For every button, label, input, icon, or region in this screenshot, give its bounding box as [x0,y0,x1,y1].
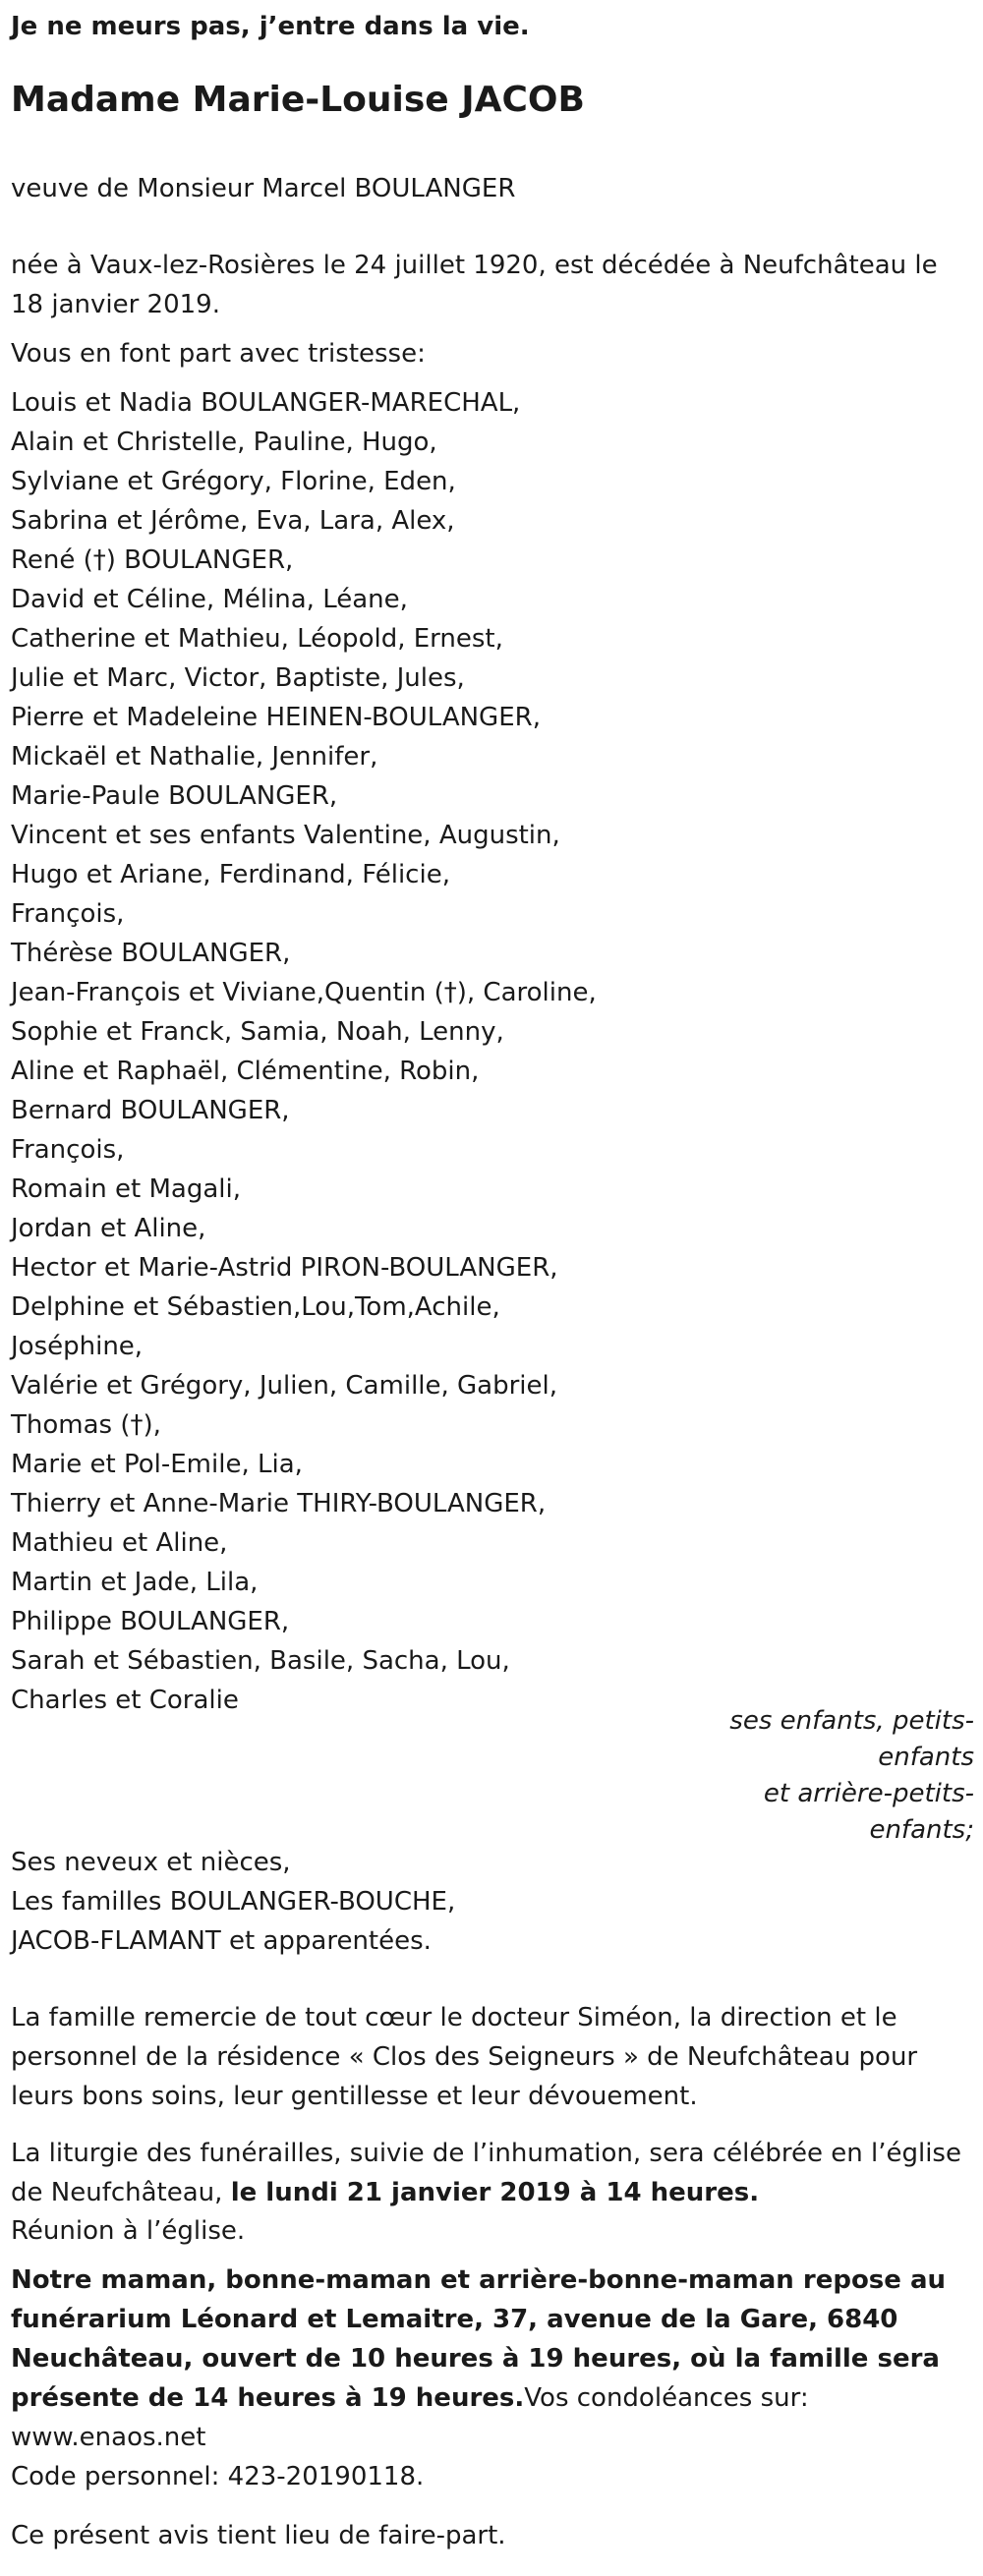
funeral-home-paragraph [11,2261,969,2457]
family-member-line: Catherine et Mathieu, Léopold, Ernest, [11,624,503,654]
family-member-line: Alain et Christelle, Pauline, Hugo, [11,428,437,457]
widow-line: veuve de Monsieur Marcel BOULANGER [11,174,516,203]
roles-line: et arrière-petits- [763,1779,974,1808]
announcement-intro: Vous en font part avec tristesse: [11,339,426,369]
opening-quote: Je ne meurs pas, j’entre dans la vie. [11,12,530,41]
family-member-line: Mathieu et Aline, [11,1528,228,1558]
family-member-line: Vincent et ses enfants Valentine, Augustin, [11,821,560,850]
family-member-line: Aline et Raphaël, Clémentine, Robin, [11,1057,480,1086]
family-member-line: Pierre et Madeleine HEINEN-BOULANGER, [11,703,541,732]
relatives-list [11,1843,455,1961]
family-member-line: Hector et Marie-Astrid PIRON-BOULANGER, [11,1253,558,1283]
family-member-line: Hugo et Ariane, Ferdinand, Félicie, [11,860,450,889]
family-member-line: François, [11,1135,125,1165]
deceased-name-title: Madame Marie-Louise JACOB [11,80,585,120]
family-list [11,383,597,1720]
family-member-line: François, [11,899,125,929]
family-member-line: Julie et Marc, Victor, Baptiste, Jules, [11,663,465,693]
thanks-paragraph: La famille remercie de tout cœur le docteur Siméon, la direction et le personnel de la résidence « Clos des Seigneurs » de Neufchâteau pour leurs bons soins, leur gentillesse et leur dévouement. [11,2003,918,2111]
family-member-line: Bernard BOULANGER, [11,1096,290,1125]
reunion-line: Réunion à l’église. [11,2216,246,2246]
notice-footer: Ce présent avis tient lieu de faire-part. [11,2521,506,2550]
roles-line: ses enfants, petits- [729,1706,974,1736]
roles-line: enfants; [869,1815,974,1845]
family-member-line: Sophie et Franck, Samia, Noah, Lenny, [11,1017,504,1047]
family-member-line: Philippe BOULANGER, [11,1607,290,1636]
family-member-line: Louis et Nadia BOULANGER-MARECHAL, [11,388,521,418]
family-member-line: Thierry et Anne-Marie THIRY-BOULANGER, [11,1489,547,1518]
family-member-line: Delphine et Sébastien,Lou,Tom,Achile, [11,1292,500,1322]
family-member-line: Sylviane et Grégory, Florine, Eden, [11,467,456,496]
relatives-line: Ses neveux et nièces, [11,1848,291,1877]
family-member-line: Joséphine, [11,1332,144,1361]
family-member-line: David et Céline, Mélina, Léane, [11,585,408,614]
family-member-line: Romain et Magali, [11,1174,241,1204]
roles-line: enfants [878,1743,974,1772]
funeral-home-info: Notre maman, bonne-maman et arrière-bonne-maman repose au funérarium Léonard et Lemaitre, 37, avenue de la Gare, 6840 Neuchâteau, ouvert de 10 heures à 19 heures, où la famille sera présente de 14 heures à 19 heures. [11,2265,947,2413]
liturgy-paragraph [11,2134,969,2212]
family-member-line: Valérie et Grégory, Julien, Camille, Gabriel, [11,1371,558,1401]
family-member-line: Charles et Coralie [11,1686,239,1715]
condolences-text: Vos condoléances sur: www.enaos.net [11,2383,809,2452]
family-member-line: Sabrina et Jérôme, Eva, Lara, Alex, [11,506,455,536]
family-member-line: Mickaël et Nathalie, Jennifer, [11,742,378,772]
personal-code: Code personnel: 423-20190118. [11,2462,425,2491]
family-member-line: Jordan et Aline, [11,1214,206,1243]
liturgy-date: le lundi 21 janvier 2019 à 14 heures. [230,2178,760,2207]
relatives-line: JACOB-FLAMANT et apparentées. [11,1926,432,1956]
family-member-line: Marie-Paule BOULANGER, [11,781,338,811]
family-member-line: Thomas (†), [11,1410,161,1440]
family-member-line: Jean-François et Viviane,Quentin (†), Caroline, [11,978,597,1007]
relatives-line: Les familles BOULANGER-BOUCHE, [11,1887,456,1917]
family-member-line: Thérèse BOULANGER, [11,939,291,968]
family-member-line: Sarah et Sébastien, Basile, Sacha, Lou, [11,1646,510,1676]
family-roles-caption [660,1703,974,1849]
birth-death-line: née à Vaux-lez-Rosières le 24 juillet 1920, est décédée à Neufchâteau le 18 janvier 2019. [11,251,938,319]
liturgy-text: La liturgie des funérailles, suivie de l’inhumation, sera célébrée en l’église de Neufchâteau, [11,2139,961,2207]
family-member-line: Martin et Jade, Lila, [11,1568,259,1597]
family-member-line: René (†) BOULANGER, [11,545,294,575]
family-member-line: Marie et Pol-Emile, Lia, [11,1450,303,1479]
